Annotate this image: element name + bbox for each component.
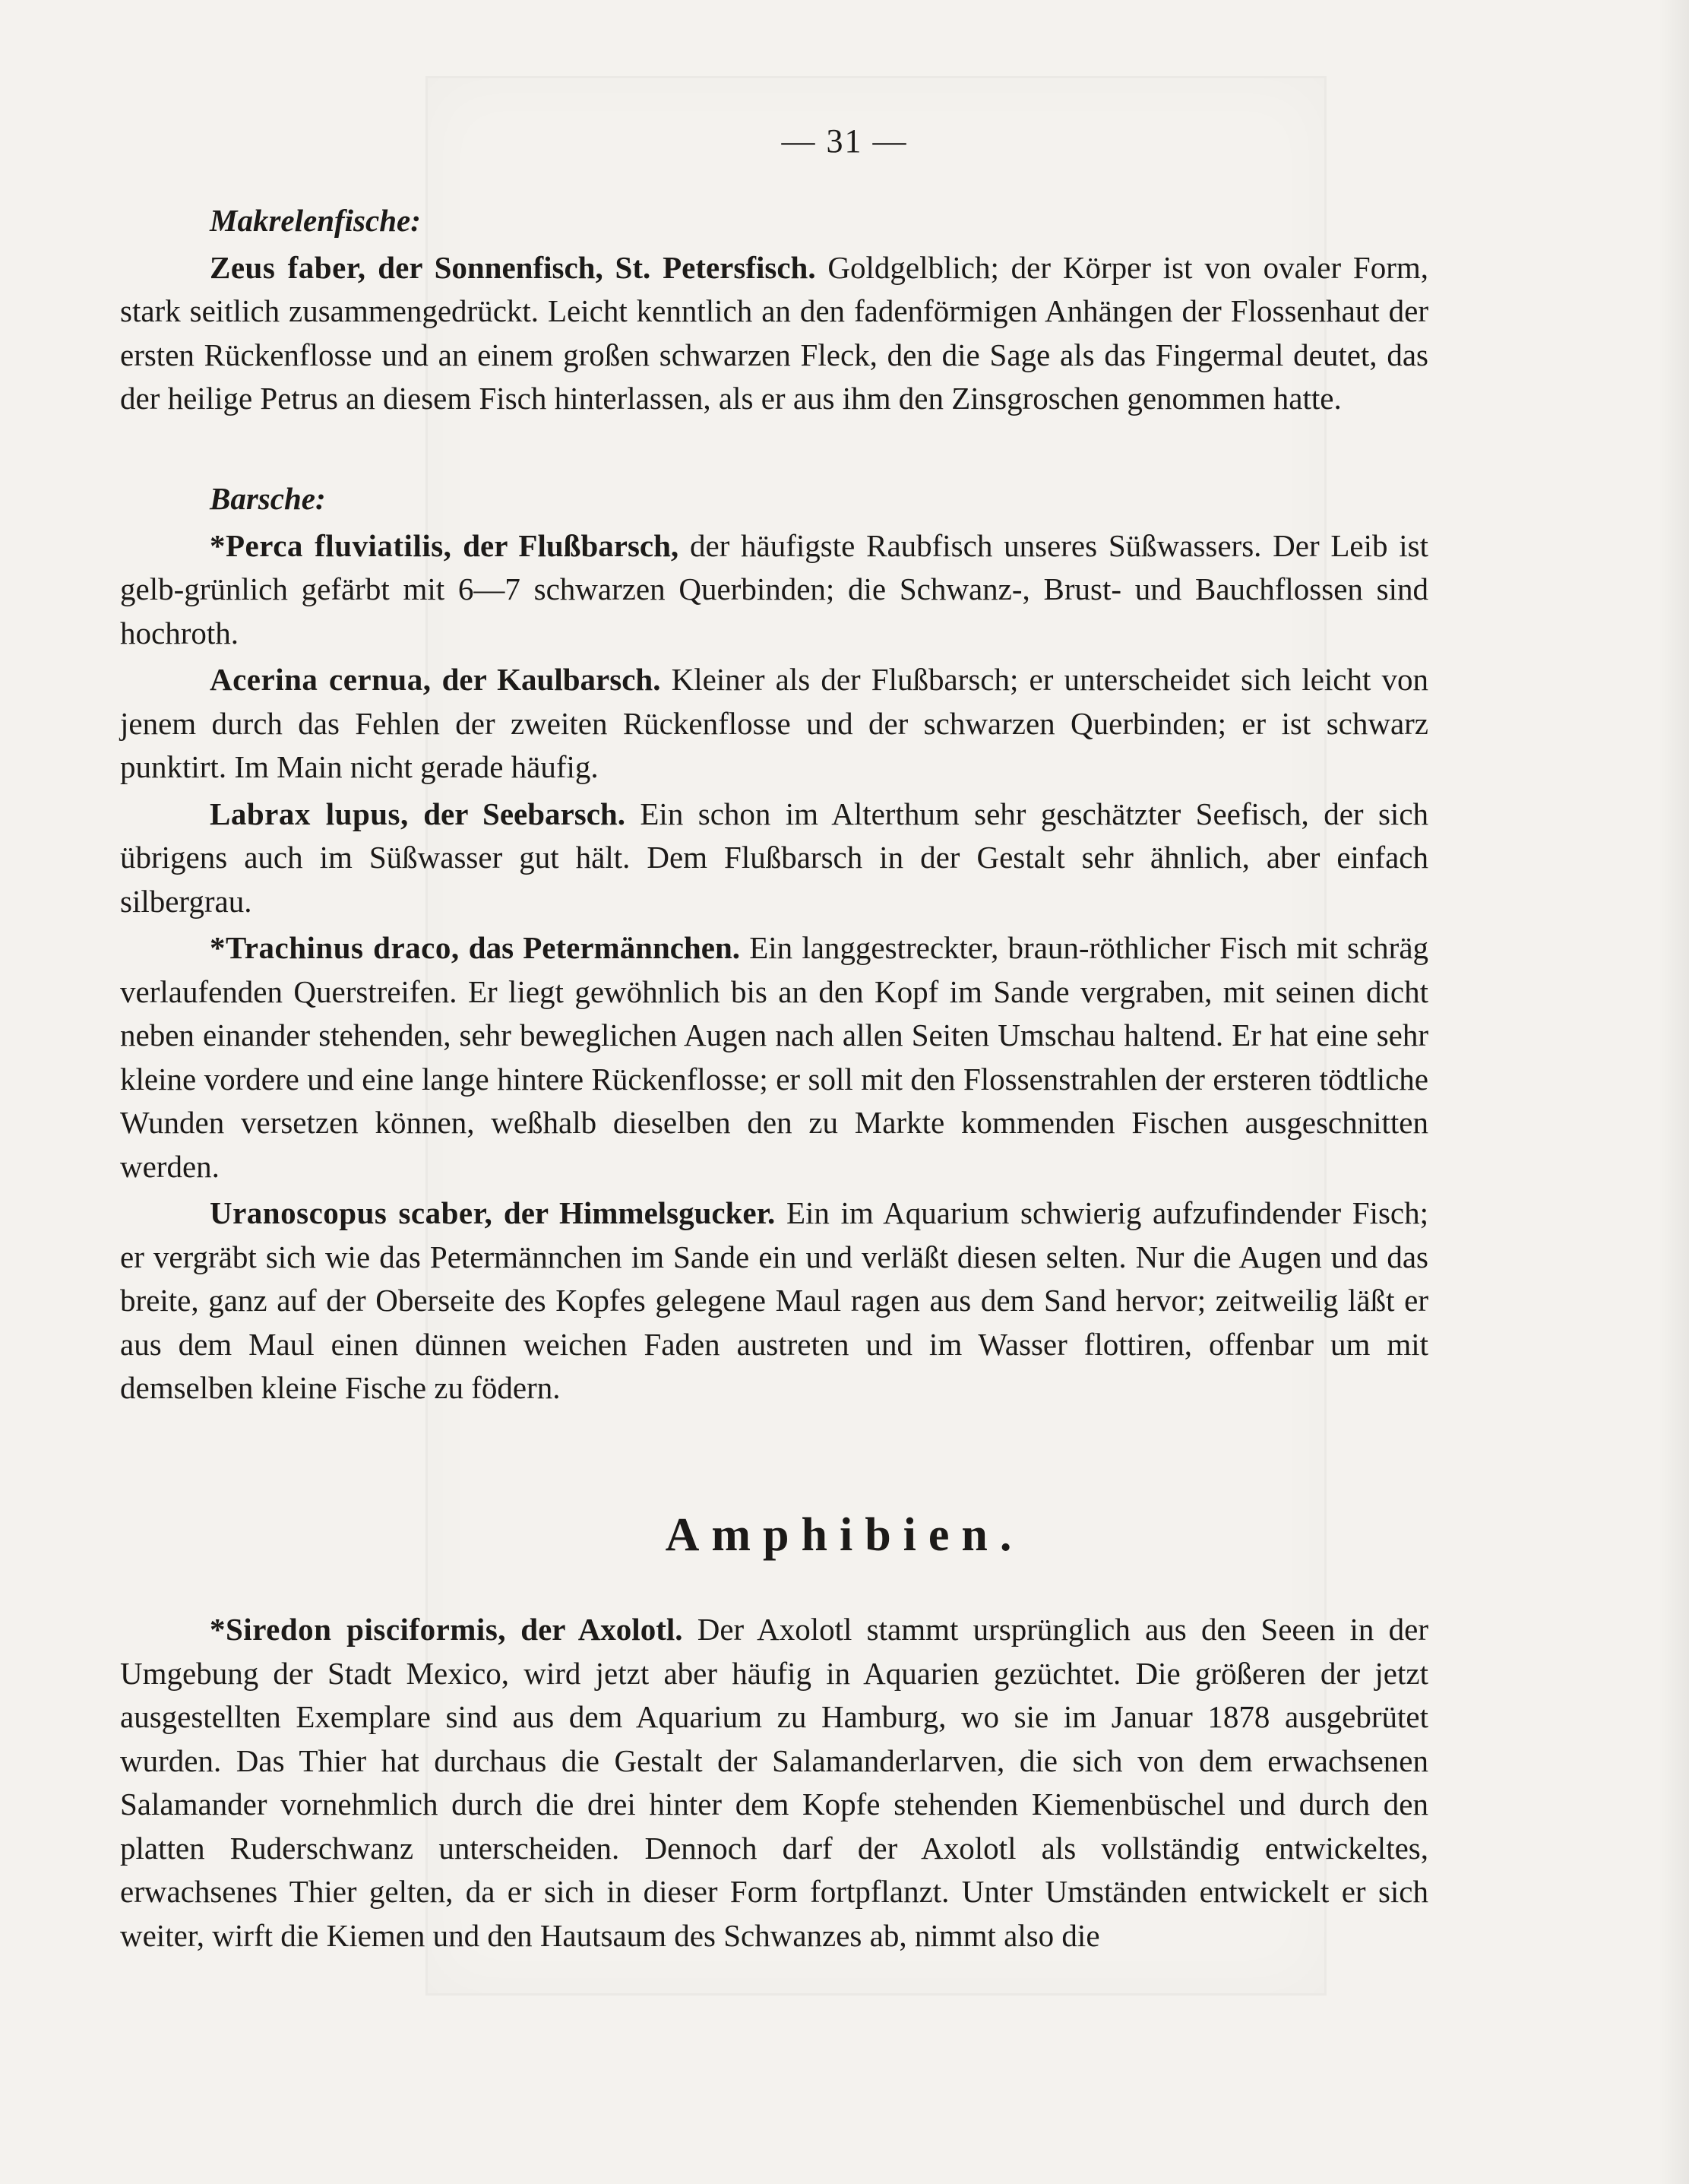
trachinus-common-name: das Petermännchen.: [468, 930, 741, 965]
labrax-description: Ein schon im Alterthum sehr geschätzter Seefisch, der sich übrigens auch im Süßwasser gut hält. Dem Flußbarsch in der Gestalt sehr ähnlich, aber einfach silbergrau.: [120, 796, 1429, 919]
amphibien-title: Amphibien.: [665, 1509, 1024, 1561]
labrax-common-name: der Seebarsch.: [423, 796, 625, 831]
siredon-latin-name: *Siredon pisciformis,: [210, 1612, 507, 1647]
entry-trachinus: [120, 926, 1428, 1189]
makrelen-heading: Makrelenfische:: [210, 203, 421, 238]
entry-acerina: [120, 658, 1428, 790]
uranoscopus-latin-name: Uranoscopus scaber,: [210, 1195, 493, 1230]
zeus-description: Goldgelblich; der Körper ist von ovaler Form, stark seitlich zusammengedrückt. Leicht kenntlich an den fadenförmigen Anhängen der Flossenhaut der ersten Rückenflosse und an einem großen schwarzen Fleck, den die Sage als das Fingermal deutet, das der heilige Petrus an diesem Fisch hinterlassen, als er aus ihm den Zinsgroschen genommen hatte.: [120, 249, 1429, 416]
entry-labrax: [120, 793, 1428, 924]
trachinus-latin-name: *Trachinus draco,: [210, 930, 460, 965]
siredon-description: Der Axolotl stammt ursprünglich aus den Seeen in der Umgebung der Stadt Mexico, wird jetzt aber häufig in Aquarien gezüchtet. Die größeren der jetzt ausgestellten Exemplare sind aus dem Aquarium zu Hamburg, wo sie im Januar 1878 ausgebrütet wurden. Das Thier hat durchaus die Gestalt der Salamanderlarven, die sich von dem erwachsenen Salamander vornehmlich durch die drei hinter dem Kopfe stehenden Kiemenbüschel und durch den platten Ruderschwanz unterscheiden. Dennoch darf der Axolotl als vollständig entwickeltes, erwachsenes Thier gelten, da er sich in dieser Form fortpflanzt. Unter Umständen entwickelt er sich weiter, wirft die Kiemen und den Hautsaum des Schwanzes ab, nimmt also die: [120, 1612, 1429, 1953]
page-edge-shadow: [1659, 0, 1689, 2184]
acerina-latin-name: Acerina cernua,: [210, 662, 432, 697]
entry-siredon: [120, 1608, 1428, 1958]
perca-latin-name: *Perca fluviatilis,: [210, 527, 452, 563]
acerina-common-name: der Kaulbarsch.: [441, 662, 661, 697]
perca-description: der häufigste Raubfisch unseres Süßwassers. Der Leib ist gelb-grünlich gefärbt mit 6—7 schwarzen Querbinden; die Schwanz-, Brust- und Bauchflossen sind hochroth.: [120, 527, 1429, 650]
entry-uranoscopus: [120, 1192, 1428, 1410]
labrax-latin-name: Labrax lupus,: [210, 796, 409, 831]
amphibien-section: [120, 1608, 1428, 1958]
zeus-latin-name: Zeus faber,: [210, 249, 366, 285]
trachinus-description: Ein langgestreckter, braun-röthlicher Fisch mit schräg verlaufenden Querstreifen. Er liegt gewöhnlich bis an den Kopf im Sande vergraben, mit seinen dicht neben einander stehenden, sehr beweglichen Augen nach allen Seiten Umschau haltend. Er hat eine sehr kleine vordere und eine lange hintere Rückenflosse; er soll mit den Flossenstrahlen der ersteren tödtliche Wunden versetzen können, weßhalb dieselben den zu Markte kommenden Fischen ausgeschnitten werden.: [120, 930, 1429, 1184]
barsche-heading: Barsche:: [210, 481, 326, 516]
page-number: — 31 —: [781, 122, 908, 160]
acerina-description: Kleiner als der Flußbarsch; er unterscheidet sich leicht von jenem durch das Fehlen der zweiten Rückenflosse und der schwarzen Querbinden; er ist schwarz punktirt. Im Main nicht gerade häufig.: [120, 662, 1429, 784]
siredon-common-name: der Axolotl.: [520, 1612, 683, 1647]
entry-perca: [120, 524, 1428, 656]
perca-common-name: der Flußbarsch,: [463, 527, 679, 563]
makrelen-section: [120, 199, 1428, 421]
uranoscopus-description: Ein im Aquarium schwierig aufzufindender Fisch; er vergräbt sich wie das Petermännchen im Sande ein und verläßt diesen selten. Nur die Augen und das breite, ganz auf der Oberseite des Kopfes gelegene Maul ragen aus dem Sand hervor; zeitweilig läßt er aus dem Maul einen dünnen weichen Faden austreten und im Wasser flottiren, offenbar um mit demselben kleine Fische zu födern.: [120, 1195, 1429, 1405]
zeus-common-name: der Sonnenfisch, St. Petersfisch.: [378, 249, 816, 285]
barsche-section: [120, 477, 1428, 1410]
entry-zeus: [120, 246, 1428, 421]
uranoscopus-common-name: der Himmelsgucker.: [503, 1195, 776, 1230]
